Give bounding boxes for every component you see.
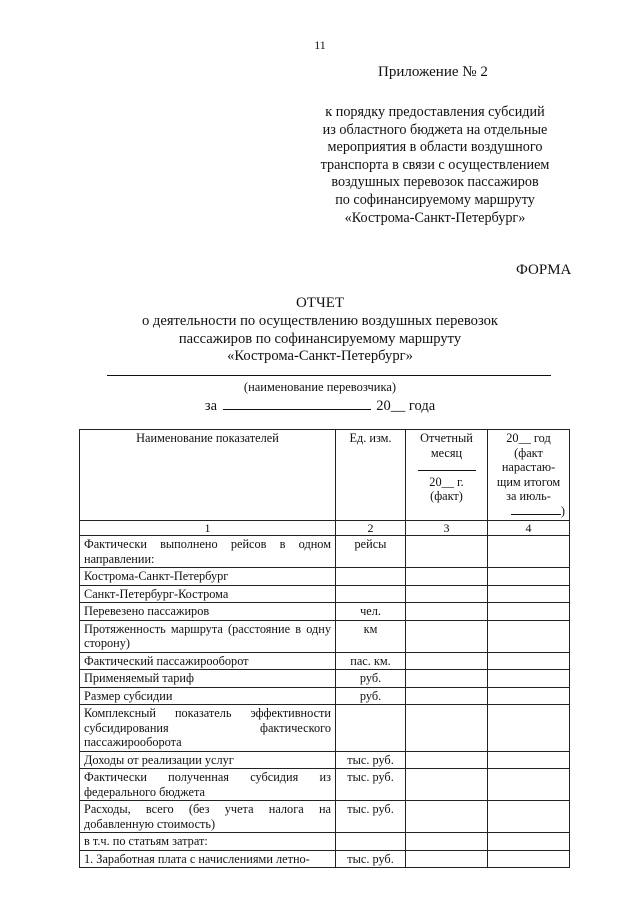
row-name: Кострома-Санкт-Петербург (80, 568, 336, 586)
report-period (0, 396, 640, 415)
appendix-line: транспорта в связи с осуществлением (320, 156, 550, 173)
row-value-cumulative[interactable] (488, 705, 570, 752)
table-row (80, 687, 570, 705)
row-unit: чел. (336, 603, 406, 621)
header-cumulative-line: щим итогом (496, 474, 561, 489)
row-name: 1. Заработная плата с начислениями летно- (80, 850, 336, 867)
appendix-line: к порядку предоставления субсидий (325, 104, 545, 120)
row-value-month[interactable] (406, 536, 488, 568)
table-row (80, 568, 570, 586)
row-unit: тыс. руб. (336, 769, 406, 801)
header-cumulative-line: (факт (514, 445, 543, 460)
row-value-cumulative[interactable] (488, 536, 570, 568)
row-name: Фактически выполнено рейсов в одном направлении: (80, 536, 336, 568)
report-subtitle (100, 313, 540, 366)
table-row (80, 585, 570, 603)
header-cumulative-line: за июль- (506, 489, 551, 503)
row-name: Фактический пассажирооборот (80, 652, 336, 670)
appendix-line: из областного бюджета на отдельные (322, 121, 548, 138)
header-month-line: 20__ г. (429, 474, 464, 489)
row-value-month[interactable] (406, 568, 488, 586)
period-prefix: за (204, 398, 218, 414)
row-value-cumulative[interactable] (488, 652, 570, 670)
row-value-month[interactable] (406, 687, 488, 705)
row-name: Расходы, всего (без учета налога на добавленную стоимость) (80, 801, 336, 833)
row-unit: тыс. руб. (336, 801, 406, 833)
row-value-cumulative[interactable] (488, 850, 570, 867)
row-name: Применяемый тариф (80, 670, 336, 688)
header-month-line: (факт) (430, 489, 463, 503)
row-unit (336, 585, 406, 603)
header-reporting-month (406, 430, 488, 521)
row-value-month[interactable] (406, 652, 488, 670)
header-cumulative-line: 20__ год (506, 431, 551, 445)
row-value-month[interactable] (406, 769, 488, 801)
row-value-cumulative[interactable] (488, 670, 570, 688)
row-value-month[interactable] (406, 751, 488, 769)
column-number: 1 (80, 521, 336, 536)
appendix-line: воздушных перевозок пассажиров (331, 174, 539, 191)
carrier-name-blank[interactable] (107, 375, 551, 376)
row-value-month[interactable] (406, 603, 488, 621)
row-value-cumulative[interactable] (488, 751, 570, 769)
row-name: в т.ч. по статьям затрат: (80, 833, 336, 851)
table-row (80, 620, 570, 652)
header-cumulative (488, 430, 570, 521)
report-subtitle-line: «Кострома-Санкт-Петербург» (227, 348, 413, 364)
table-row (80, 801, 570, 833)
row-value-cumulative[interactable] (488, 801, 570, 833)
table-row (80, 850, 570, 867)
row-unit (336, 705, 406, 752)
month-blank[interactable] (418, 466, 476, 471)
appendix-description (300, 104, 570, 227)
row-value-month[interactable] (406, 620, 488, 652)
appendix-title: Приложение № 2 (378, 64, 488, 80)
header-cumulative-line: ) (560, 503, 565, 518)
row-value-month[interactable] (406, 850, 488, 867)
row-unit: руб. (336, 687, 406, 705)
row-name: Доходы от реализации услуг (80, 751, 336, 769)
table-row (80, 536, 570, 568)
header-indicator-name: Наименование показателей (80, 430, 336, 521)
row-name: Размер субсидии (80, 687, 336, 705)
row-value-cumulative[interactable] (488, 568, 570, 586)
row-name: Протяженность маршрута (расстояние в одну сторону) (80, 620, 336, 652)
row-unit: рейсы (336, 536, 406, 568)
table-row (80, 833, 570, 851)
cumulative-blank[interactable] (511, 508, 561, 515)
table-row (80, 751, 570, 769)
row-value-month[interactable] (406, 833, 488, 851)
report-table (79, 429, 570, 868)
period-blank[interactable] (223, 396, 371, 410)
row-unit (336, 568, 406, 586)
row-value-month[interactable] (406, 705, 488, 752)
row-value-cumulative[interactable] (488, 620, 570, 652)
header-unit: Ед. изм. (336, 430, 406, 521)
row-value-cumulative[interactable] (488, 769, 570, 801)
row-unit: руб. (336, 670, 406, 688)
row-unit: тыс. руб. (336, 751, 406, 769)
table-row (80, 705, 570, 752)
table-row (80, 670, 570, 688)
appendix-line: по софинансируемому маршруту (335, 191, 535, 208)
report-subtitle-line: пассажиров по софинансируемому маршруту (178, 330, 462, 347)
column-number: 4 (488, 521, 570, 536)
row-unit: км (336, 620, 406, 652)
row-value-month[interactable] (406, 670, 488, 688)
header-cumulative-line: нарастаю- (501, 460, 556, 474)
report-subtitle-line: о деятельности по осуществлению воздушных перевозок (141, 313, 499, 329)
row-value-month[interactable] (406, 585, 488, 603)
form-label: ФОРМА (516, 262, 572, 278)
row-value-cumulative[interactable] (488, 833, 570, 851)
column-number-row (80, 521, 570, 536)
row-value-cumulative[interactable] (488, 585, 570, 603)
column-number: 3 (406, 521, 488, 536)
period-year: 20__ года (376, 398, 436, 414)
appendix-line: «Кострома-Санкт-Петербург» (344, 209, 526, 226)
column-number: 2 (336, 521, 406, 536)
row-unit: тыс. руб. (336, 850, 406, 867)
table-header-row (80, 430, 570, 521)
report-title: ОТЧЕТ (295, 295, 345, 311)
table-row (80, 603, 570, 621)
page-number: 11 (314, 38, 326, 52)
row-value-month[interactable] (406, 801, 488, 833)
row-value-cumulative[interactable] (488, 603, 570, 621)
row-name: Комплексный показатель эффективности субсидирования фактического пассажирооборота (80, 705, 336, 752)
row-unit (336, 833, 406, 851)
row-name: Санкт-Петербург-Кострома (80, 585, 336, 603)
carrier-name-caption: (наименование перевозчика) (243, 380, 397, 394)
row-name: Фактически полученная субсидия из федерального бюджета (80, 769, 336, 801)
header-month-line: месяц (430, 445, 463, 460)
row-unit: пас. км. (336, 652, 406, 670)
table-row (80, 769, 570, 801)
row-value-cumulative[interactable] (488, 687, 570, 705)
row-name: Перевезено пассажиров (80, 603, 336, 621)
header-month-line: Отчетный (420, 431, 473, 445)
appendix-line: мероприятия в области воздушного (327, 139, 543, 156)
table-row (80, 652, 570, 670)
